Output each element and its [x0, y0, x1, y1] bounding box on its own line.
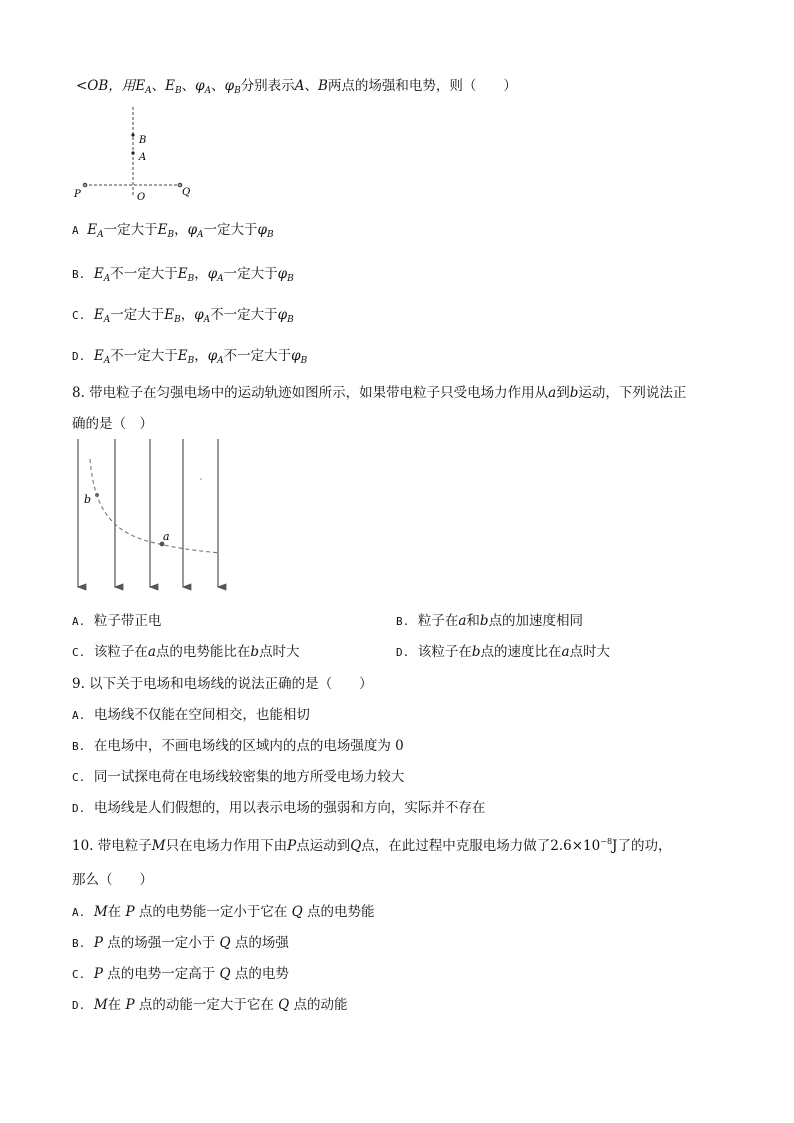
q8-option-a[interactable]: A. 粒子带正电	[72, 613, 162, 629]
point-b-dot	[95, 493, 99, 497]
point-b-dot	[131, 133, 134, 136]
q10-stem-line1: 10. 带电粒子M只在电场力作用下由P点运动到Q点，在此过程中克服电场力做了$2.6\times 10^{-8}J$了的功，	[72, 837, 672, 854]
q10-option-a[interactable]: A. M在 P 点的电势能一定小于它在 Q 点的电势能	[72, 904, 375, 920]
q9-option-a[interactable]: A. 电场线不仅能在空间相交，也能相切	[72, 707, 310, 723]
speck	[200, 478, 202, 480]
trajectory-curve	[90, 459, 220, 553]
q7-option-c[interactable]: C. $E_A$一定大于$E_B$，$\varphi_A$不一定大于$\varphi_B$	[72, 307, 294, 325]
label-A: A	[139, 152, 147, 163]
point-a-dot	[131, 151, 134, 154]
label-B: B	[139, 135, 147, 146]
q8-figure	[70, 437, 230, 592]
label-O: O	[137, 192, 146, 203]
q9-option-c[interactable]: C. 同一试探电荷在电场线较密集的地方所受电场力较大	[72, 769, 405, 785]
q8-option-b[interactable]: B. 粒子在a和b点的加速度相同	[396, 613, 584, 629]
q9-stem: 9. 以下关于电场和电场线的说法正确的是（ ）	[72, 676, 373, 692]
q7-option-a[interactable]: A $E_A$一定大于$E_B$，$\varphi_A$一定大于$\varphi_B$	[72, 222, 274, 240]
q7-stem: <OB，用$E_A$、$E_B$、$\varphi_A$、$\varphi_B$分别表示A、B两点的场强和电势，则（ ）	[76, 78, 517, 96]
label-b: b	[84, 493, 92, 506]
q8-option-d[interactable]: D. 该粒子在b点的速度比在a点时大	[396, 644, 611, 660]
q9-option-d[interactable]: D. 电场线是人们假想的，用以表示电场的强弱和方向，实际并不存在	[72, 800, 486, 816]
q7-figure	[70, 105, 200, 205]
q10-option-d[interactable]: D. M在 P 点的动能一定大于它在 Q 点的动能	[72, 997, 348, 1013]
q7-option-b[interactable]: B. $E_A$不一定大于$E_B$，$\varphi_A$一定大于$\varphi_B$	[72, 266, 294, 284]
label-a: a	[163, 530, 170, 543]
q10-option-b[interactable]: B. P 点的场强一定小于 Q 点的场强	[72, 935, 289, 951]
q10-stem-line2: 那么（ ）	[72, 872, 153, 888]
q8-stem-line1: 8. 带电粒子在匀强电场中的运动轨迹如图所示，如果带电粒子只受电场力作用从a到b运动，下列说法正	[72, 385, 687, 401]
q9-option-b[interactable]: B. 在电场中，不画电场线的区域内的点的电场强度为 0	[72, 738, 404, 754]
q10-option-c[interactable]: C. P 点的电势一定高于 Q 点的电势	[72, 966, 289, 982]
q7-option-d[interactable]: D. $E_A$不一定大于$E_B$，$\varphi_A$不一定大于$\varphi_B$	[72, 348, 308, 366]
label-P: P	[74, 189, 81, 200]
q8-stem-line2: 确的是（ ）	[72, 416, 153, 432]
label-Q: Q	[182, 187, 191, 198]
q8-option-c[interactable]: C. 该粒子在a点的电势能比在b点时大	[72, 644, 300, 660]
